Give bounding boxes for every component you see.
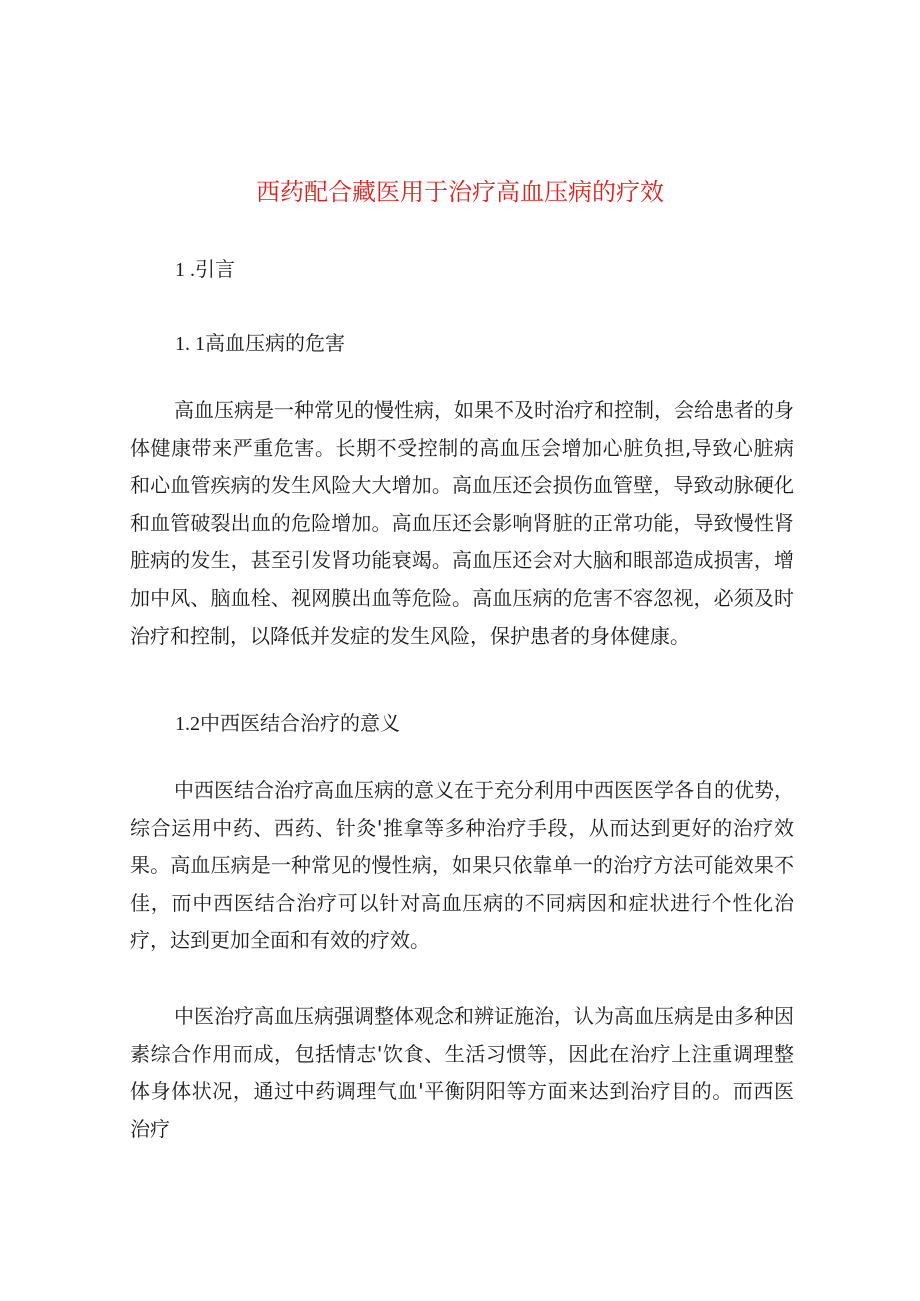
section-heading-intro [175, 252, 235, 287]
section-number: 1.2 [175, 713, 200, 735]
section-heading-text: 高血压病的危害 [205, 331, 345, 355]
section-heading-text: 引言 [195, 257, 235, 281]
paragraph-integrated-treatment-significance: 中西医结合治疗高血压病的意义在于充分利用中西医医学各自的优势，综合运用中药、西药、针灸'推拿等多种治疗手段，从而达到更好的治疗效果。高血压病是一种常见的慢性病，如果只依靠单一的治疗方法可能效果不佳，而中西医结合治疗可以针对高血压病的不同病因和症状进行个性化治疗，达到更加全面和有效的疗效。 [130, 778, 794, 953]
section-heading-hypertension-harm [175, 326, 345, 361]
section-heading-integrated-treatment [175, 706, 400, 741]
document-title: 西药配合藏医用于治疗高血压病的疗效 [256, 178, 664, 206]
paragraph-tcm-treatment: 中医治疗高血压病强调整体观念和辨证施治，认为高血压病是由多种因素综合作用而成，包括情志'饮食、生活习惯等，因此在治疗上注重调理整体身体状况，通过中药调理气血'平衡阴阳等方面来达到治疗目的。而西医治疗 [130, 1004, 794, 1141]
paragraph-hypertension-harm: 高血压病是一种常见的慢性病，如果不及时治疗和控制，会给患者的身体健康带来严重危害。长期不受控制的高血压会增加心脏负担,导致心脏病和心血管疾病的发生风险大大增加。高血压还会损伤血管壁，导致动脉硬化和血管破裂出血的危险增加。高血压还会影响肾脏的正常功能，导致慢性肾脏病的发生，甚至引发肾功能衰竭。高血压还会对大脑和眼部造成损害，增加中风、脑血栓、视网膜出血等危险。高血压病的危害不容忽视，必须及时治疗和控制，以降低并发症的发生风险，保护患者的身体健康。 [130, 398, 794, 648]
section-heading-text: 中西医结合治疗的意义 [200, 711, 400, 735]
section-number: 1 . [175, 259, 195, 281]
section-number: 1. 1 [175, 333, 205, 355]
